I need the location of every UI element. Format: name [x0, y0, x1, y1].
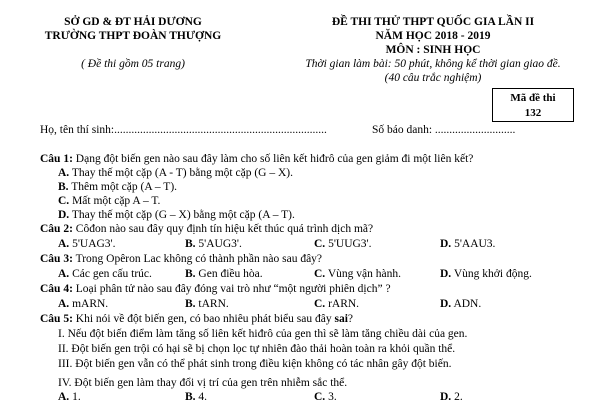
q3-option-b: B. Gen điều hòa.	[185, 268, 263, 280]
q2-option-c: C. 5'UUG3'.	[314, 238, 372, 250]
time-note: Thời gian làm bài: 50 phút, không kể thời gian giao đề.	[305, 58, 561, 70]
q5-statement-2: II. Đột biến gen trội có hại sẽ bị chọn lọc tự nhiên đào thải hoàn toàn ra khỏi quần thể.	[58, 343, 456, 355]
q2-option-a: A. 5'UAG3'.	[58, 238, 116, 250]
question-5: Câu 5: Khi nói về đột biến gen, có bao nhiêu phát biểu sau đây sai?	[40, 313, 354, 325]
q4-option-c: C. rARN.	[314, 298, 360, 310]
question-5-emphasis: sai	[334, 313, 348, 325]
q5-option-b: B. 4.	[185, 391, 208, 403]
exam-code-label: Mã đề thi	[510, 92, 556, 104]
question-1-text: Dạng đột biến gen nào sau đây làm cho số liên kết hiđrô của gen giảm đi một liên kết?	[75, 153, 474, 165]
q5-option-c: C. 3.	[314, 391, 337, 403]
question-3-label: Câu 3:	[40, 253, 73, 265]
question-2-text: Côđon nào sau đây quy định tín hiệu kết thúc quá trình dịch mã?	[75, 223, 374, 235]
q3-option-d: D. Vùng khởi động.	[440, 268, 532, 280]
q2-option-b: B. 5'AUG3'.	[185, 238, 242, 250]
question-2-label: Câu 2:	[40, 223, 73, 235]
question-2	[40, 223, 373, 235]
school-name: TRƯỜNG THPT ĐOÀN THƯỢNG	[44, 30, 222, 42]
student-id-field: Số báo danh: ............................	[372, 124, 516, 136]
q4-option-d: D. ADN.	[440, 298, 482, 310]
department-name: SỞ GD & ĐT HẢI DƯƠNG	[64, 16, 202, 28]
q5-statement-3: III. Đột biến gen vẫn có thể phát sinh trong điều kiện không có tác nhân gây đột biến.	[58, 358, 452, 370]
exam-code-value: 132	[524, 107, 542, 119]
q5-statement-4: IV. Đột biến gen làm thay đổi vị trí của gen trên nhiễm sắc thể.	[58, 377, 348, 389]
school-year: NĂM HỌC 2018 - 2019	[375, 30, 491, 42]
q1-option-c: C. Mất một cặp A – T.	[58, 195, 161, 207]
q1-option-b: B. Thêm một cặp (A – T).	[58, 181, 178, 193]
exam-title: ĐỀ THI THỬ THPT QUỐC GIA LẦN II	[331, 16, 535, 28]
student-name-field: Họ, tên thí sinh:..........................................................................	[40, 124, 327, 136]
q3-option-c: C. Vùng vận hành.	[314, 268, 401, 280]
q5-statement-1: I. Nếu đột biến điểm làm tăng số liên kết hiđrô của gen thì sẽ làm tăng chiều dài của gen.	[58, 328, 468, 340]
q5-option-d: D. 2.	[440, 391, 463, 403]
q1-option-d: D. Thay thế một cặp (G – X) bằng một cặp (A – T).	[58, 209, 295, 221]
q4-option-b: B. tARN.	[185, 298, 229, 310]
question-count: (40 câu trắc nghiệm)	[384, 72, 482, 84]
q3-option-a: A. Các gen cấu trúc.	[58, 268, 152, 280]
question-5-label: Câu 5:	[40, 313, 73, 325]
question-4-text: Loại phân tử nào sau đây đóng vai trò như “một người phiên dịch” ?	[75, 283, 391, 295]
question-3-text: Trong Opêron Lac không có thành phần nào sau đây?	[75, 253, 323, 265]
q2-option-d: D. 5'AAU3.	[440, 238, 496, 250]
question-3	[40, 253, 322, 265]
question-5-text: Khi nói về đột biến gen, có bao nhiêu phát biểu sau đây	[75, 313, 332, 325]
exam-code-box	[492, 88, 574, 122]
question-1	[40, 153, 473, 165]
page-count-note: ( Đề thi gồm 05 trang)	[81, 58, 185, 70]
question-4	[40, 283, 391, 295]
q5-option-a: A. 1.	[58, 391, 81, 403]
subject: MÔN : SINH HỌC	[385, 44, 481, 56]
question-1-label: Câu 1:	[40, 153, 73, 165]
q1-option-a: A. Thay thế một cặp (A - T) bằng một cặp (G – X).	[58, 167, 293, 179]
question-4-label: Câu 4:	[40, 283, 73, 295]
q4-option-a: A. mARN.	[58, 298, 109, 310]
